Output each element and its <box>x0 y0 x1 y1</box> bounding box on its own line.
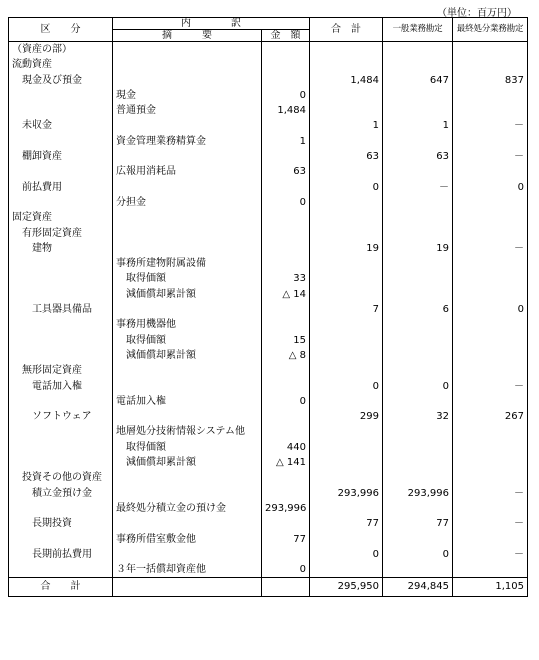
cell-kubun <box>9 317 113 332</box>
cell-saishu <box>453 88 528 103</box>
total-saishu: 1,105 <box>453 578 528 597</box>
cell-gokei <box>310 42 383 58</box>
cell-gokei <box>310 455 383 470</box>
cell-ippan: 0 <box>383 379 453 394</box>
header-saishu: 最終処分業務勘定 <box>453 18 528 42</box>
total-ippan: 294,845 <box>383 578 453 597</box>
table-row <box>9 333 528 348</box>
cell-ippan <box>383 88 453 103</box>
cell-kubun: 建物 <box>9 241 113 256</box>
cell-kingaku: 0 <box>262 88 310 103</box>
cell-ippan <box>383 226 453 241</box>
cell-ippan <box>383 455 453 470</box>
cell-saishu <box>453 562 528 578</box>
cell-kingaku: 1,484 <box>262 103 310 118</box>
cell-tekiyo: 地層処分技術情報システム他 <box>113 424 262 439</box>
cell-kingaku <box>262 486 310 501</box>
cell-kingaku <box>262 118 310 133</box>
table-row <box>9 516 528 531</box>
cell-saishu <box>453 195 528 210</box>
cell-kingaku <box>262 409 310 424</box>
cell-ippan <box>383 440 453 455</box>
cell-gokei <box>310 271 383 286</box>
cell-kingaku: △ 8 <box>262 348 310 363</box>
total-kingaku <box>262 578 310 597</box>
cell-tekiyo <box>113 118 262 133</box>
table-row <box>9 118 528 133</box>
cell-kubun: 流動資産 <box>9 57 113 72</box>
table-row <box>9 302 528 317</box>
cell-gokei <box>310 348 383 363</box>
cell-saishu <box>453 363 528 378</box>
cell-kubun: 現金及び預金 <box>9 73 113 88</box>
table-row <box>9 180 528 195</box>
cell-kingaku: 15 <box>262 333 310 348</box>
table-row <box>9 440 528 455</box>
cell-saishu <box>453 287 528 302</box>
cell-ippan <box>383 363 453 378</box>
cell-gokei <box>310 256 383 271</box>
cell-ippan: 19 <box>383 241 453 256</box>
table-row <box>9 241 528 256</box>
cell-ippan <box>383 333 453 348</box>
cell-kingaku <box>262 317 310 332</box>
cell-tekiyo <box>113 470 262 485</box>
cell-kubun <box>9 164 113 179</box>
cell-kingaku <box>262 516 310 531</box>
table-row <box>9 424 528 439</box>
cell-kingaku <box>262 241 310 256</box>
cell-kubun <box>9 271 113 286</box>
cell-saishu: － <box>453 379 528 394</box>
cell-saishu <box>453 440 528 455</box>
cell-saishu <box>453 226 528 241</box>
table-row <box>9 394 528 409</box>
cell-ippan <box>383 271 453 286</box>
cell-gokei <box>310 424 383 439</box>
cell-kubun <box>9 562 113 578</box>
table-row <box>9 363 528 378</box>
cell-gokei <box>310 210 383 225</box>
cell-kingaku <box>262 256 310 271</box>
cell-tekiyo <box>113 486 262 501</box>
cell-tekiyo <box>113 73 262 88</box>
cell-kubun <box>9 424 113 439</box>
cell-ippan <box>383 470 453 485</box>
cell-tekiyo: ３年一括償却資産他 <box>113 562 262 578</box>
cell-saishu <box>453 57 528 72</box>
cell-kubun <box>9 501 113 516</box>
cell-saishu <box>453 394 528 409</box>
cell-kubun: （資産の部） <box>9 42 113 58</box>
cell-kubun <box>9 88 113 103</box>
cell-tekiyo: 分担金 <box>113 195 262 210</box>
cell-kingaku: 33 <box>262 271 310 286</box>
cell-saishu <box>453 470 528 485</box>
header-kubun: 区 分 <box>9 18 113 42</box>
cell-saishu <box>453 333 528 348</box>
cell-gokei <box>310 333 383 348</box>
header-gokei: 合 計 <box>310 18 383 42</box>
cell-gokei <box>310 103 383 118</box>
cell-ippan <box>383 424 453 439</box>
cell-ippan <box>383 103 453 118</box>
cell-kubun <box>9 195 113 210</box>
cell-saishu <box>453 532 528 547</box>
table-row <box>9 164 528 179</box>
cell-saishu: － <box>453 118 528 133</box>
header-uchiwake: 内 訳 <box>113 18 310 30</box>
cell-kubun <box>9 394 113 409</box>
cell-gokei <box>310 363 383 378</box>
cell-saishu <box>453 317 528 332</box>
cell-saishu <box>453 501 528 516</box>
cell-kubun: 積立金預け金 <box>9 486 113 501</box>
total-label: 合 計 <box>9 578 113 597</box>
total-row <box>9 578 528 597</box>
cell-ippan <box>383 164 453 179</box>
cell-gokei: 63 <box>310 149 383 164</box>
cell-kingaku: 0 <box>262 195 310 210</box>
cell-kubun: 棚卸資産 <box>9 149 113 164</box>
unit-label: （単位：百万円） <box>437 8 517 19</box>
table-row <box>9 547 528 562</box>
cell-saishu: 837 <box>453 73 528 88</box>
cell-kubun: 工具器具備品 <box>9 302 113 317</box>
cell-saishu: － <box>453 241 528 256</box>
table-row <box>9 134 528 149</box>
cell-kingaku <box>262 149 310 164</box>
cell-kubun: 投資その他の資産 <box>9 470 113 485</box>
cell-kubun: 電話加入権 <box>9 379 113 394</box>
cell-kingaku: 440 <box>262 440 310 455</box>
table-row <box>9 226 528 241</box>
cell-saishu <box>453 424 528 439</box>
cell-saishu <box>453 210 528 225</box>
cell-gokei <box>310 394 383 409</box>
cell-ippan: 647 <box>383 73 453 88</box>
cell-saishu: 0 <box>453 302 528 317</box>
cell-saishu <box>453 256 528 271</box>
cell-tekiyo: 事務所借室敷金他 <box>113 532 262 547</box>
table-row <box>9 256 528 271</box>
cell-tekiyo: 取得価額 <box>113 440 262 455</box>
cell-kingaku: 77 <box>262 532 310 547</box>
table-row <box>9 287 528 302</box>
cell-tekiyo <box>113 547 262 562</box>
cell-tekiyo <box>113 516 262 531</box>
cell-kubun <box>9 348 113 363</box>
cell-saishu: － <box>453 149 528 164</box>
cell-kingaku <box>262 379 310 394</box>
cell-ippan <box>383 317 453 332</box>
cell-kubun: ソフトウェア <box>9 409 113 424</box>
cell-tekiyo <box>113 57 262 72</box>
cell-kubun <box>9 103 113 118</box>
table-row <box>9 103 528 118</box>
cell-saishu <box>453 455 528 470</box>
table-row <box>9 409 528 424</box>
cell-kingaku <box>262 180 310 195</box>
cell-tekiyo <box>113 302 262 317</box>
table-row <box>9 317 528 332</box>
cell-gokei <box>310 317 383 332</box>
cell-gokei <box>310 470 383 485</box>
table-row <box>9 532 528 547</box>
cell-kubun: 長期投資 <box>9 516 113 531</box>
table-row <box>9 348 528 363</box>
cell-gokei: 299 <box>310 409 383 424</box>
cell-tekiyo: 現金 <box>113 88 262 103</box>
cell-tekiyo <box>113 210 262 225</box>
cell-tekiyo <box>113 226 262 241</box>
total-tekiyo <box>113 578 262 597</box>
cell-gokei <box>310 562 383 578</box>
cell-ippan: 293,996 <box>383 486 453 501</box>
cell-gokei: 19 <box>310 241 383 256</box>
cell-ippan <box>383 42 453 58</box>
cell-kingaku <box>262 302 310 317</box>
cell-gokei <box>310 226 383 241</box>
cell-gokei: 1,484 <box>310 73 383 88</box>
cell-kingaku: 0 <box>262 562 310 578</box>
cell-ippan <box>383 134 453 149</box>
table-row <box>9 562 528 578</box>
cell-saishu <box>453 134 528 149</box>
cell-kingaku <box>262 424 310 439</box>
cell-gokei: 1 <box>310 118 383 133</box>
cell-tekiyo <box>113 149 262 164</box>
cell-ippan <box>383 501 453 516</box>
cell-saishu: 267 <box>453 409 528 424</box>
cell-tekiyo: 事務所建物附属設備 <box>113 256 262 271</box>
cell-ippan <box>383 210 453 225</box>
table-row <box>9 271 528 286</box>
cell-kingaku <box>262 73 310 88</box>
table-row <box>9 470 528 485</box>
cell-saishu <box>453 348 528 363</box>
cell-kingaku: 293,996 <box>262 501 310 516</box>
table-row <box>9 42 528 58</box>
cell-ippan <box>383 348 453 363</box>
cell-ippan: 0 <box>383 547 453 562</box>
cell-gokei <box>310 195 383 210</box>
cell-saishu <box>453 271 528 286</box>
cell-gokei <box>310 287 383 302</box>
cell-tekiyo <box>113 241 262 256</box>
cell-tekiyo: 減価償却累計額 <box>113 348 262 363</box>
cell-kubun: 前払費用 <box>9 180 113 195</box>
cell-ippan: 77 <box>383 516 453 531</box>
cell-kubun: 長期前払費用 <box>9 547 113 562</box>
table-row <box>9 210 528 225</box>
cell-ippan <box>383 532 453 547</box>
cell-tekiyo: 広報用消耗品 <box>113 164 262 179</box>
cell-gokei <box>310 532 383 547</box>
cell-tekiyo: 普通預金 <box>113 103 262 118</box>
cell-ippan: － <box>383 180 453 195</box>
cell-gokei: 7 <box>310 302 383 317</box>
cell-gokei <box>310 57 383 72</box>
cell-gokei: 77 <box>310 516 383 531</box>
cell-kingaku: 63 <box>262 164 310 179</box>
cell-kingaku: 1 <box>262 134 310 149</box>
table-row <box>9 501 528 516</box>
cell-gokei <box>310 134 383 149</box>
cell-saishu <box>453 42 528 58</box>
cell-kubun <box>9 333 113 348</box>
cell-tekiyo: 事務用機器他 <box>113 317 262 332</box>
cell-saishu: － <box>453 516 528 531</box>
cell-ippan <box>383 287 453 302</box>
cell-kingaku <box>262 470 310 485</box>
cell-kubun <box>9 440 113 455</box>
cell-kingaku: △ 141 <box>262 455 310 470</box>
cell-kingaku: △ 14 <box>262 287 310 302</box>
cell-gokei: 293,996 <box>310 486 383 501</box>
cell-tekiyo: 電話加入権 <box>113 394 262 409</box>
cell-ippan <box>383 394 453 409</box>
cell-ippan <box>383 57 453 72</box>
total-gokei: 295,950 <box>310 578 383 597</box>
cell-gokei: 0 <box>310 379 383 394</box>
cell-kubun: 無形固定資産 <box>9 363 113 378</box>
cell-kingaku <box>262 547 310 562</box>
cell-kubun <box>9 455 113 470</box>
cell-tekiyo <box>113 363 262 378</box>
header-tekiyo: 摘 要 <box>113 30 262 42</box>
cell-kingaku <box>262 42 310 58</box>
cell-kubun <box>9 256 113 271</box>
cell-ippan <box>383 562 453 578</box>
cell-saishu <box>453 164 528 179</box>
cell-tekiyo: 取得価額 <box>113 271 262 286</box>
table-row <box>9 195 528 210</box>
cell-ippan: 1 <box>383 118 453 133</box>
cell-saishu: 0 <box>453 180 528 195</box>
cell-saishu <box>453 103 528 118</box>
cell-gokei <box>310 88 383 103</box>
cell-kubun: 固定資産 <box>9 210 113 225</box>
cell-tekiyo <box>113 409 262 424</box>
cell-kubun: 未収金 <box>9 118 113 133</box>
cell-tekiyo: 減価償却累計額 <box>113 455 262 470</box>
cell-kingaku <box>262 226 310 241</box>
header-kingaku: 金 額 <box>262 30 310 42</box>
cell-gokei <box>310 440 383 455</box>
cell-ippan <box>383 195 453 210</box>
cell-gokei: 0 <box>310 180 383 195</box>
cell-kingaku <box>262 363 310 378</box>
cell-tekiyo: 減価償却累計額 <box>113 287 262 302</box>
cell-ippan <box>383 256 453 271</box>
cell-ippan: 63 <box>383 149 453 164</box>
cell-tekiyo <box>113 180 262 195</box>
cell-kingaku: 0 <box>262 394 310 409</box>
table-row <box>9 486 528 501</box>
cell-tekiyo: 資金管理業務精算金 <box>113 134 262 149</box>
cell-tekiyo: 最終処分積立金の預け金 <box>113 501 262 516</box>
cell-tekiyo: 取得価額 <box>113 333 262 348</box>
table-row <box>9 379 528 394</box>
cell-ippan: 32 <box>383 409 453 424</box>
cell-kingaku <box>262 210 310 225</box>
cell-tekiyo <box>113 379 262 394</box>
cell-gokei: 0 <box>310 547 383 562</box>
table-row <box>9 88 528 103</box>
table-row <box>9 149 528 164</box>
cell-saishu: － <box>453 547 528 562</box>
cell-kubun <box>9 532 113 547</box>
cell-gokei <box>310 164 383 179</box>
cell-kubun <box>9 287 113 302</box>
table-row <box>9 73 528 88</box>
cell-gokei <box>310 501 383 516</box>
table-row <box>9 57 528 72</box>
header-ippan: 一般業務勘定 <box>383 18 453 42</box>
balance-sheet-table <box>8 17 528 597</box>
cell-saishu: － <box>453 486 528 501</box>
cell-kubun <box>9 134 113 149</box>
cell-ippan: 6 <box>383 302 453 317</box>
cell-tekiyo <box>113 42 262 58</box>
cell-kubun: 有形固定資産 <box>9 226 113 241</box>
cell-kingaku <box>262 57 310 72</box>
table-row <box>9 455 528 470</box>
